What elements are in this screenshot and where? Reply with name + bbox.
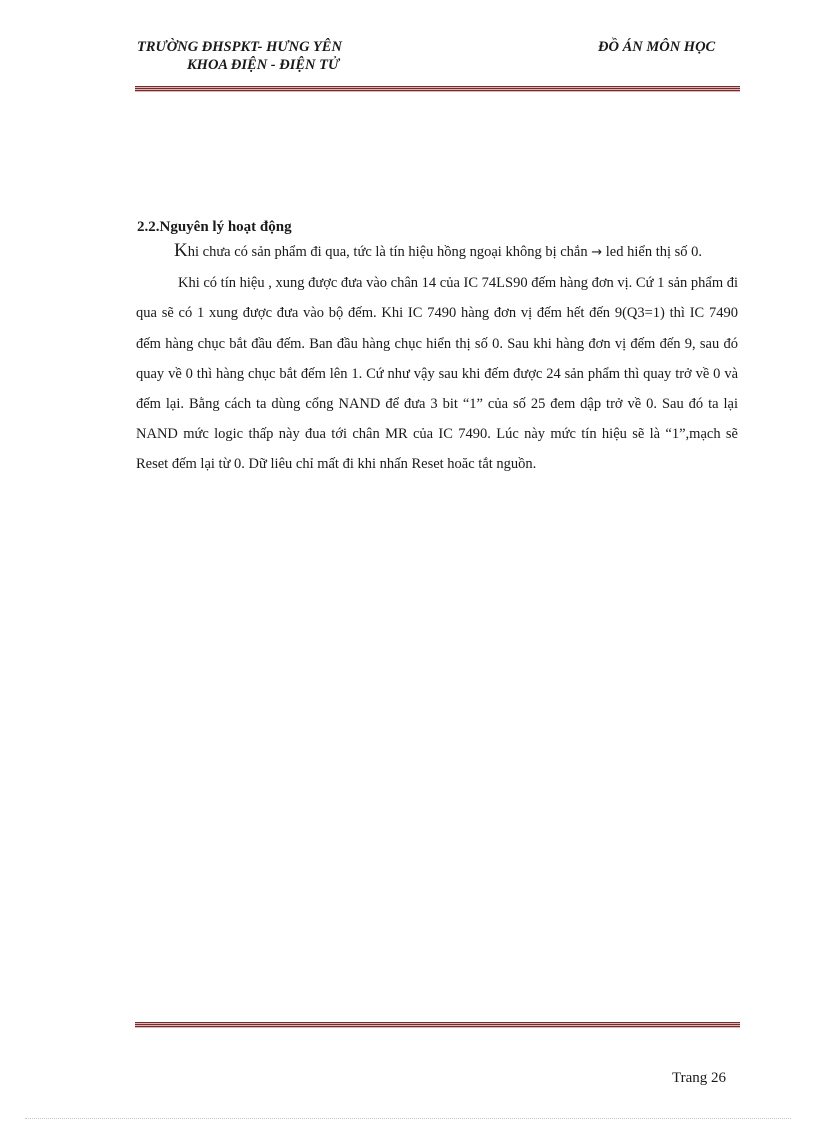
arrow-right-icon: → (591, 245, 603, 260)
paragraph-1 (136, 237, 738, 268)
paragraph-2: Khi có tín hiệu , xung được đưa vào chân 14 của IC 74LS90 đếm hàng đơn vị. Cứ 1 sản phẩm đi qua sẽ có 1 xung được đưa vào bộ đếm. Khi IC 7490 hàng đơn vị đếm hết đến 9(Q3=1) thì IC 7490 đếm hàng chục bắt đầu đếm. Ban đầu hàng chục hiển thị số 0. Sau khi hàng đơn vị đếm đến 9, sau đó quay về 0 thì hàng chục bắt đếm lên 1. Cứ như vậy sau khi đếm được 24 sản phẩm thì quay trở về 0 và đếm lại. Bằng cách ta dùng cổng NAND để đưa 3 bit “1” của số 25 đem dập trở về 0. Sau đó ta lại NAND mức logic thấp này đua tới chân MR của IC 7490. Lúc này mức tín hiệu sẽ là “1”,mạch sẽ Reset đếm lại từ 0. Dữ liêu chỉ mất đi khi nhấn Reset hoăc tắt nguồn. (136, 275, 739, 473)
header-divider (135, 86, 740, 92)
header-school: TRƯỜNG ĐHSPKT- HƯNG YÊN (137, 39, 342, 55)
section-body (136, 237, 738, 480)
section-title: 2.2.Nguyên lý hoạt động (137, 219, 292, 235)
paragraph-1-text-a: hi chưa có sản phẩm đi qua, tức là tín hiệu hồng ngoại không bị chắn (187, 244, 592, 260)
header-doc-type: ĐỒ ÁN MÔN HỌC (598, 39, 716, 55)
header-faculty: KHOA ĐIỆN - ĐIỆN TỬ (187, 57, 340, 73)
footer-divider (135, 1022, 740, 1028)
page-bottom-border (25, 1118, 791, 1119)
page-number: Trang 26 (672, 1070, 727, 1086)
header-school-block (137, 38, 342, 74)
drop-cap: K (174, 240, 188, 261)
paragraph-1-text-b: led hiển thị số 0. (602, 244, 703, 260)
